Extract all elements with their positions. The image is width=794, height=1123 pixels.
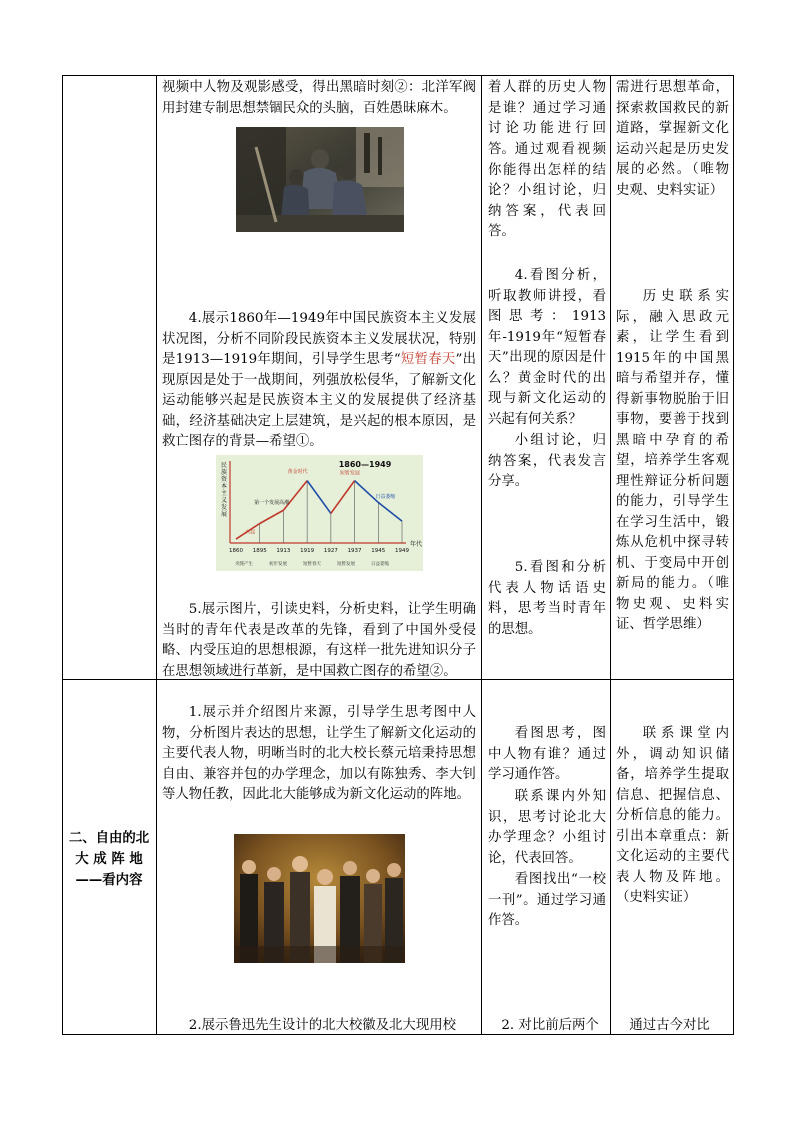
capitalism-development-chart (216, 455, 423, 571)
col-divider-2 (481, 75, 482, 1035)
student-activity-text-r2-4: 2. 对比前后两个 (501, 1018, 599, 1033)
film-still-image (236, 127, 404, 232)
student-activity-text-r2-3: 看图找出“一校一刊”。通过学习通作答。 (488, 872, 606, 928)
col-divider-1 (156, 75, 157, 1035)
film-still-graphic (236, 127, 404, 232)
activity-4-text-b: ”出现原因是处于一战期间，列强放松侵华，了解新文化运动能够兴起是民族资本主义的发展提供了经济基础，经济基础决定上层建筑，是兴起的根本原因，是救亡图存的背景—希望①。 (162, 352, 476, 449)
x-tick-label: 1927 (323, 548, 338, 554)
table-left-border (62, 75, 63, 1035)
table-right-border (733, 75, 734, 1035)
student-activity-text-r2-2: 联系课内外知识，思考讨论北大办学理念？小组讨论，代表回答。 (488, 789, 606, 866)
chart-bottom-label: 短暂发展 (337, 562, 355, 567)
x-axis-label: 年代 (410, 541, 423, 548)
x-tick-label: 1895 (252, 548, 267, 554)
chart-svg (216, 455, 423, 571)
chart-series-segment (378, 502, 402, 521)
activity-4-highlight: 短暂春天 (400, 352, 456, 367)
section-title-line-1: 二、自由的北 (68, 831, 150, 846)
design-intent-text-mid: 历史联系实际，融入思政元素，让学生看到1915年的中国黑暗与希望并存，懂得新事物脱胎于旧事物，要善于找到黑暗中孕育的希望，培养学生客观理性辩证分析问题的能力，引导学生在学习生活中，锻炼从危机中探寻转机、于变局中开创新局的能力。（唯物史观、史料实证、哲学思维） (616, 289, 729, 632)
chart-bottom-label: 日益萎缩 (371, 562, 389, 567)
chart-stage-label: 第一个发展高潮 (254, 500, 290, 506)
section-title-line-3: ——看内容 (75, 873, 143, 888)
x-tick-label: 1913 (276, 548, 291, 554)
chart-title: 1860—1949 (338, 460, 392, 469)
student-activity-text-r2-1: 看图思考，图中人物有谁？通过学习通作答。 (488, 726, 606, 782)
x-tick-label: 1945 (371, 548, 386, 554)
student-activity-text-top: 着人群的历史人物是谁？通过学习通讨论功能进行回答。 (488, 80, 606, 157)
design-intent-text-r2-1: 联系课堂内外，调动知识储备，培养学生提取信息、把握信息、分析信息的能力。引出本章重点：新文化运动的主要代表人物及阵地。（史料实证） (616, 726, 729, 905)
chart-stage-label: 兴起 (245, 529, 256, 536)
y-axis-label: 民族资本主义发展 (221, 462, 228, 518)
chart-stage-label: 短暂发展 (339, 470, 360, 477)
activity-4-text-a: 4.展示1860年—1949年中国民族资本主义发展状况图，分析不同阶段民族资本主义发展状况，特别是1913—1919年期间，引导学生思考“ (162, 311, 476, 367)
design-intent-text-top: 需进行思想革命，探索救国救民的新道路，掌握新文化运动兴起是历史发展的必然。（唯物史观、史料实证） (616, 80, 729, 198)
chart-bottom-label: 初步发展 (269, 562, 287, 567)
chart-bottom-label: 夹缝产生 (235, 562, 253, 567)
student-activity-text-watch: 通过观看视频你能得出怎样的结论？小组讨论，归纳答案，代表回答。 (488, 142, 606, 239)
student-activity-text-4b: 小组讨论，归纳答案，代表发言分享。 (488, 433, 606, 489)
student-activity-text-4: 4.看图分析，听取教师讲授，看图思考：1913年-1919年“短暂春天”出现的原因是什么？黄金时代的出现与新文化运动的兴起有何关系？ (488, 268, 606, 427)
peking-university-figures-painting (234, 834, 405, 963)
x-tick-label: 1860 (229, 548, 243, 554)
chart-stage-label: 日益萎缩 (375, 493, 396, 500)
section-title-line-2: 大 成 阵 地 (75, 852, 143, 867)
chart-series-segment (260, 510, 284, 523)
teacher-activity-text-5: 5.展示图片，引读史料，分析史料，让学生明确当时的青年代表是改革的先锋，看到了中国外受侵略、内受压迫的思想根源，有这样一批先进知识分子在思想领域进行革新，是中国救亡图存的希望②。 (162, 602, 476, 679)
chart-series-segment (307, 481, 331, 514)
teacher-activity-text-top: 视频中人物及观影感受，得出黑暗时刻②：北洋军阀用封建专制思想禁锢民众的头脑，百姓愚昧麻木。 (162, 80, 476, 116)
x-tick-label: 1919 (300, 548, 315, 554)
col-divider-3 (610, 75, 611, 1035)
teacher-activity-text-r2-2: 2.展示鲁迅先生设计的北大校徽及北大现用校 (188, 1018, 456, 1033)
x-tick-label: 1937 (347, 548, 362, 554)
chart-series-segment (331, 481, 355, 514)
teacher-activity-text-4 (162, 309, 476, 453)
chart-stage-label: 黄金时代 (287, 468, 308, 475)
x-tick-label: 1949 (395, 548, 409, 554)
teacher-activity-text-r2-1: 1.展示并介绍图片来源，引导学生思考图中人物，分析图片表达的思想，让学生了解新文化运动的主要代表人物，明晰当时的北大校长蔡元培秉持思想自由、兼容并包的办学理念，加以有陈独秀、李大钊等人物任教，因此北大能够成为新文化运动的阵地。 (162, 705, 476, 802)
chart-bottom-label: 短暂春天 (303, 562, 321, 567)
painting-graphic (234, 834, 405, 963)
design-intent-text-r2-2: 通过古今对比 (629, 1018, 710, 1033)
table-top-border (62, 75, 734, 76)
section-title (66, 828, 152, 891)
student-activity-text-5: 5.看图和分析代表人物话语史料，思考当时青年的思想。 (488, 560, 606, 637)
